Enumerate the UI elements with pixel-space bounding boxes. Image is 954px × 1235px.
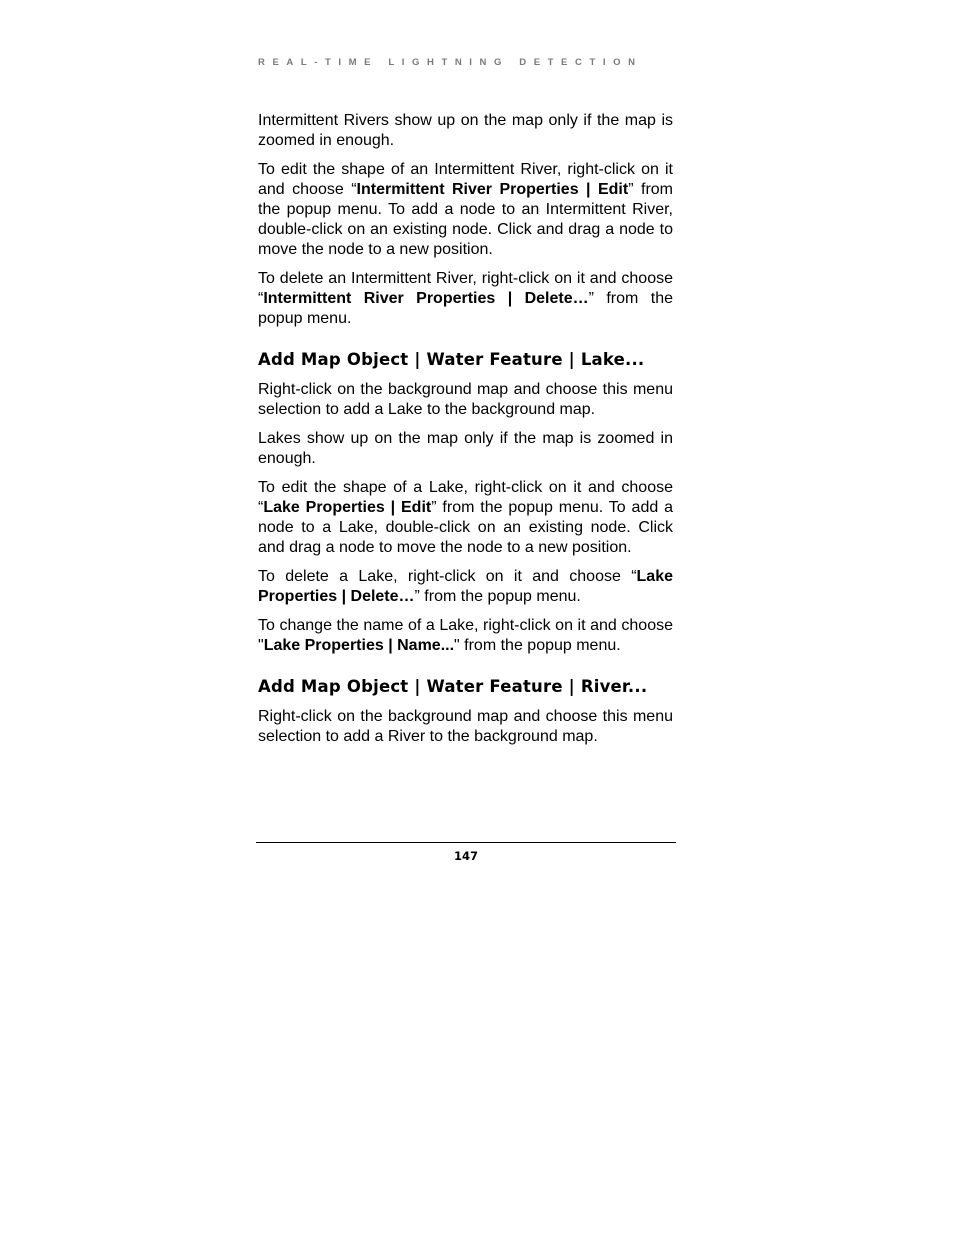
paragraph-delete-intermittent-river — [258, 269, 673, 329]
menu-path-intermittent-delete: Intermittent River Properties | Delete… — [263, 290, 589, 307]
paragraph-add-lake: Right-click on the background map and choose this menu selection to add a Lake to the background map. — [258, 381, 673, 418]
paragraph-lake-zoom: Lakes show up on the map only if the map is zoomed in enough. — [258, 430, 673, 467]
paragraph-intermittent-zoom: Intermittent Rivers show up on the map only if the map is zoomed in enough. — [258, 112, 673, 149]
paragraph-delete-lake — [258, 567, 673, 607]
text-run: To delete a Lake, right-click on it and choose “ — [258, 568, 637, 585]
section-heading-lake: Add Map Object | Water Feature | Lake... — [258, 350, 645, 369]
text-run: To edit the shape of an Intermittent River, right-click on it and choose “ — [258, 161, 673, 198]
paragraph-rename-lake — [258, 616, 673, 656]
text-run: To edit the shape of a Lake, right-click on it and choose “ — [258, 479, 673, 516]
text-run: ” from the popup menu. To add a node to an Intermittent River, double-click on an existing node. Click and drag a node to move the node to a new position. — [258, 181, 674, 258]
text-run: ” from the popup menu. — [414, 588, 581, 605]
page-body — [258, 111, 673, 756]
menu-path-intermittent-edit: Intermittent River Properties | Edit — [356, 181, 629, 198]
paragraph-add-river: Right-click on the background map and choose this menu selection to add a River to the background map. — [258, 708, 673, 745]
section-heading-river: Add Map Object | Water Feature | River... — [258, 677, 648, 696]
paragraph-edit-lake — [258, 478, 673, 558]
text-run: ” from the popup menu. To add a node to a Lake, double-click on an existing node. Click and drag a node to move the node to a new position. — [258, 499, 674, 556]
text-run: " from the popup menu. — [454, 637, 621, 654]
paragraph-edit-intermittent-river — [258, 160, 673, 260]
footer-rule — [256, 842, 676, 843]
text-run: ” from the popup menu. — [258, 290, 673, 327]
menu-path-lake-name: Lake Properties | Name... — [263, 637, 455, 654]
menu-path-lake-edit: Lake Properties | Edit — [263, 499, 432, 516]
text-run: To delete an Intermittent River, right-click on it and choose “ — [258, 270, 673, 307]
menu-path-lake-delete: Lake Properties | Delete… — [258, 568, 673, 605]
page-number: 147 — [453, 849, 478, 863]
text-run: To change the name of a Lake, right-click on it and choose " — [258, 617, 673, 654]
running-header: REAL-TIME LIGHTNING DETECTION — [258, 57, 643, 68]
